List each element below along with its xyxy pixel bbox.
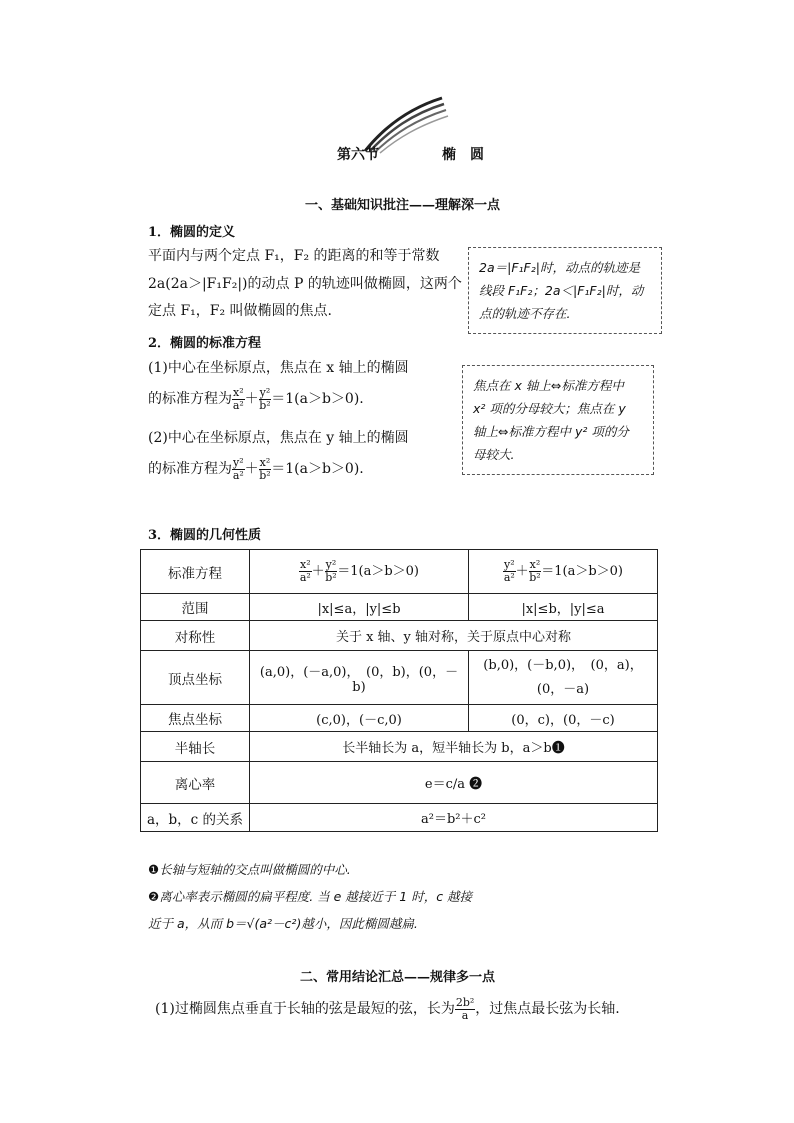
geometry-heading: 3．椭圆的几何性质 [148,528,262,543]
part1-heading: 一、基础知识批注——理解深一点 [305,198,501,213]
standard-line-1: (1)中心在坐标原点，焦点在 x 轴上的椭圆 [148,360,409,376]
properties-table [140,549,658,832]
row-label: 标准方程 [141,550,250,594]
note-line: 线段 F₁F₂；2a＜|F₁F₂|时，动 [479,283,644,298]
table-row [141,621,658,651]
table-cell: e＝c/a ❷ [250,762,658,804]
definition-line-3: 定点 F₁，F₂ 叫做椭圆的焦点. [148,303,333,319]
part2-heading: 二、常用结论汇总——规律多一点 [300,970,496,985]
note-line: 轴上⇔标准方程中 y² 项的分 [473,424,629,439]
row-label: 范围 [141,594,250,621]
table-cell: 长半轴长为 a，短半轴长为 b，a＞b❶ [250,732,658,762]
table-cell: (0，c)，(0，－c) [469,705,658,732]
note-line: 点的轨迹不存在. [479,306,571,321]
note-line: 焦点在 x 轴上⇔标准方程中 [473,378,624,393]
row-label: 半轴长 [141,732,250,762]
table-cell: $\frac{\text{x²}}{\text{a²}}$ ＋ $\frac{\text{y²}}{\text{b²}}$ ＝1(a＞b＞0) [250,550,469,594]
table-row [141,705,658,732]
definition-heading: 1．椭圆的定义 [148,225,236,240]
table-cell: (a,0)，(－a,0)， (0，b)，(0，－b) [250,651,469,705]
table-row [141,804,658,832]
row-label: 离心率 [141,762,250,804]
footnote-1: ❶长轴与短轴的交点叫做椭圆的中心. [148,862,351,877]
table-cell: a²＝b²＋c² [250,804,658,832]
row-label: a，b，c 的关系 [141,804,250,832]
definition-line-1: 平面内与两个定点 F₁，F₂ 的距离的和等于常数 [148,248,440,264]
table-row [141,732,658,762]
table-cell: $\frac{\text{y²}}{\text{a²}}$ ＋ $\frac{\text{x²}}{\text{b²}}$ ＝1(a＞b＞0) [469,550,658,594]
row-label: 对称性 [141,621,250,651]
note-box-focus-axis [462,365,654,475]
table-cell: |x|≤b，|y|≤a [469,594,658,621]
standard-equation-heading: 2．椭圆的标准方程 [148,336,262,351]
footnote-2-line-2: 近于 a，从而 b＝√(a²－c²)越小，因此椭圆越扁. [148,916,418,931]
table-cell: 关于 x 轴、y 轴对称，关于原点中心对称 [250,621,658,651]
footnote-2-line-1: ❷离心率表示椭圆的扁平程度. 当 e 越接近于 1 时，c 越接 [148,889,473,904]
row-label: 焦点坐标 [141,705,250,732]
note-line: 母较大. [473,447,515,462]
definition-line-2: 2a(2a＞|F₁F₂|)的动点 P 的轨迹叫做椭圆，这两个 [148,276,462,292]
table-row [141,651,658,705]
note-line: 2a＝|F₁F₂|时，动点的轨迹是 [479,260,640,275]
table-row [141,594,658,621]
standard-line-3: (2)中心在坐标原点，焦点在 y 轴上的椭圆 [148,430,409,446]
table-cell: (c,0)，(－c,0) [250,705,469,732]
conclusion-line-1: (1)过椭圆焦点垂直于长轴的弦是最短的弦，长为 $\frac{\text{2b²}}{a}$ ，过焦点最长弦为长轴. [155,995,620,1022]
table-row [141,762,658,804]
table-cell: (b,0)，(－b,0)， (0，a)， (0，－a) [469,651,658,705]
section-number: 第六节 [337,147,379,163]
standard-line-2: 的标准方程为 $\frac{\text{x²}}{\text{a²}}$ ＋ $\frac{\text{y²}}{\text{b²}}$ ＝1(a＞b＞0). [148,385,364,412]
note-line: x² 项的分母较大；焦点在 y [473,401,626,416]
table-cell: |x|≤a，|y|≤b [250,594,469,621]
page-title: 椭 圆 [442,147,484,163]
note-box-definition [468,247,662,334]
standard-line-4: 的标准方程为 $\frac{\text{y²}}{\text{a²}}$ ＋ $\frac{\text{x²}}{\text{b²}}$ ＝1(a＞b＞0). [148,455,364,482]
row-label: 顶点坐标 [141,651,250,705]
table-row [141,550,658,594]
